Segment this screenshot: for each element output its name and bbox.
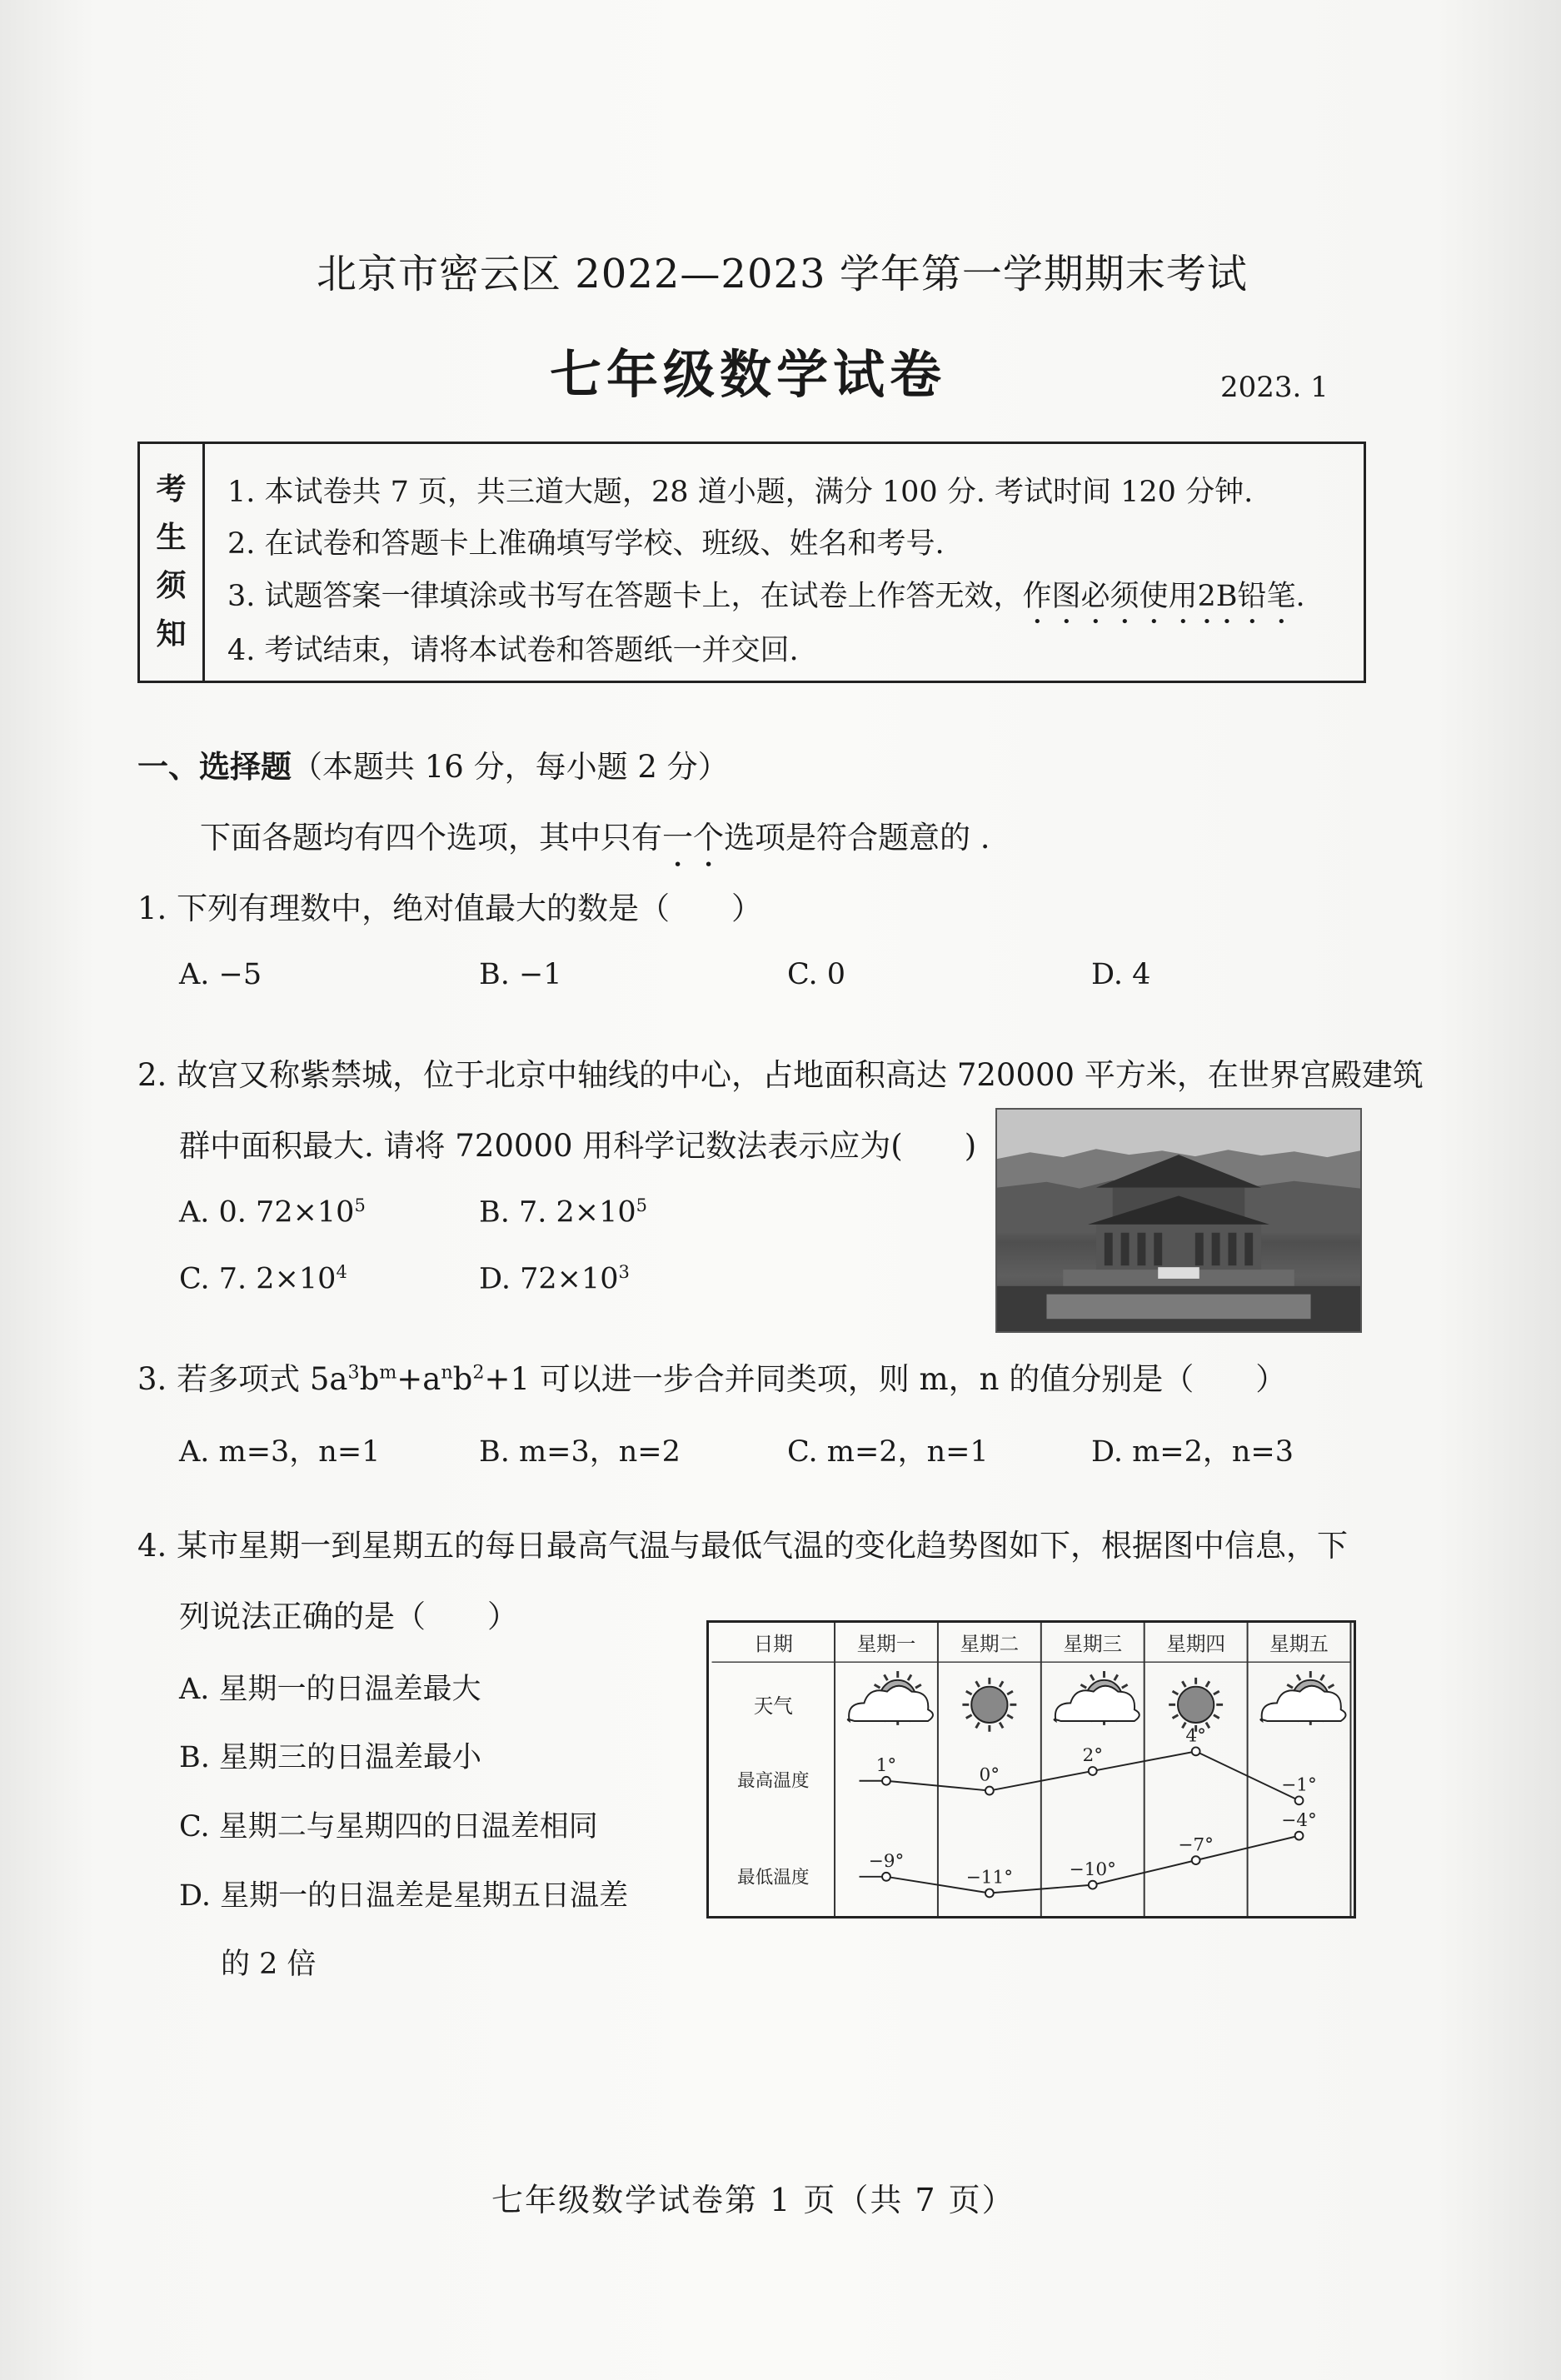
notice-item-3-emphasis: 作图必须使用2B铅笔. <box>1022 580 1305 613</box>
high-temp-label: 1° <box>875 1754 897 1776</box>
notice-item-3 <box>227 573 1305 631</box>
low-temp-point <box>1192 1856 1200 1864</box>
day-label: 星期二 <box>960 1632 1020 1656</box>
question-3-option-d: D. m=2，n=3 <box>1091 1435 1294 1469</box>
partly-cloudy-icon <box>848 1671 933 1725</box>
section-title: 一、选择题 <box>137 749 292 785</box>
high-temp-point <box>882 1777 890 1785</box>
row-label-low: 最低温度 <box>737 1867 810 1889</box>
sun-icon <box>962 1678 1016 1732</box>
stem-exponent: m <box>379 1361 397 1384</box>
low-temp-point <box>882 1873 890 1881</box>
question-4-option-d: D. 星期一的日温差是星期五日温差 <box>179 1879 629 1913</box>
notice-label-char: 生 <box>156 521 187 555</box>
question-4-stem-line2: 列说法正确的是（ ） <box>179 1599 518 1634</box>
notice-label-char: 须 <box>156 569 187 603</box>
question-2-option-c <box>179 1262 347 1296</box>
stem-part: b <box>452 1361 473 1397</box>
row-label-high: 最高温度 <box>737 1770 810 1792</box>
temperature-chart <box>706 1620 1356 1918</box>
question-1-stem: 1. 下列有理数中，绝对值最大的数是（ ） <box>137 891 763 926</box>
question-4-option-a: A. 星期一的日温差最大 <box>179 1673 481 1706</box>
partly-cloudy-icon <box>1260 1671 1345 1725</box>
low-temp-label: −10° <box>1069 1859 1116 1880</box>
high-temp-point <box>1295 1796 1304 1804</box>
notice-item-2: 2. 在试卷和答题卡上准确填写学校、班级、姓名和考号. <box>227 527 945 561</box>
notice-box <box>137 442 1366 683</box>
high-temp-line <box>860 1751 1299 1800</box>
question-2-option-b <box>479 1195 647 1230</box>
question-1-option-b: B. −1 <box>479 958 562 991</box>
stem-part: b <box>359 1361 380 1397</box>
temperature-chart-svg <box>709 1623 1354 1916</box>
high-temp-point <box>1192 1747 1200 1755</box>
row-label-date: 日期 <box>753 1632 793 1656</box>
option-exponent: 4 <box>336 1262 347 1282</box>
stem-part: +a <box>396 1361 441 1397</box>
option-exponent: 3 <box>618 1262 630 1282</box>
notice-item-4: 4. 考试结束，请将本试卷和答题纸一并交回. <box>227 634 799 667</box>
exam-subtitle: 七年级数学试卷 <box>550 344 947 405</box>
notice-item-3-text: 3. 试题答案一律填涂或书写在答题卡上，在试卷上作答无效， <box>227 580 1023 613</box>
question-3-option-a: A. m=3，n=1 <box>179 1435 381 1469</box>
high-temp-label: −1° <box>1281 1774 1317 1796</box>
stem-part: +1 可以进一步合并同类项，则 m，n 的值分别是（ ） <box>484 1361 1287 1397</box>
question-2-option-a <box>179 1195 366 1230</box>
low-temp-point <box>1295 1832 1304 1840</box>
day-label: 星期五 <box>1269 1632 1329 1656</box>
section-note: （本题共 16 分，每小题 2 分） <box>292 749 729 785</box>
notice-item-1: 1. 本试卷共 7 页，共三道大题，28 道小题，满分 100 分. 考试时间 120 分钟. <box>227 476 1254 509</box>
row-label-weather: 天气 <box>753 1694 793 1719</box>
exam-date: 2023. 1 <box>1220 371 1329 404</box>
notice-label-char: 考 <box>156 472 187 506</box>
high-temp-point <box>985 1787 994 1795</box>
notice-label-char: 知 <box>156 617 187 651</box>
low-temp-point <box>1089 1881 1097 1889</box>
day-label: 星期三 <box>1063 1632 1123 1656</box>
option-exponent: 5 <box>636 1195 647 1215</box>
sun-icon <box>1169 1678 1223 1732</box>
palace-image <box>997 1110 1360 1331</box>
question-3-stem <box>137 1354 1286 1399</box>
intro-emphasis: 一个 <box>662 820 724 856</box>
section-intro <box>200 812 990 874</box>
low-temp-label: −7° <box>1178 1834 1214 1856</box>
intro-text: 下面各题均有四个选项，其中只有 <box>200 820 662 856</box>
exam-title: 北京市密云区 2022—2023 学年第一学期期末考试 <box>317 251 1248 297</box>
stem-exponent: 3 <box>347 1361 360 1384</box>
page-footer: 七年级数学试卷第 1 页（共 7 页） <box>491 2182 1015 2218</box>
question-4-stem-line1: 4. 某市星期一到星期五的每日最高气温与最低气温的变化趋势图如下，根据图中信息，下 <box>137 1528 1349 1564</box>
high-temp-point <box>1089 1767 1097 1775</box>
question-4-option-c: C. 星期二与星期四的日温差相同 <box>179 1810 598 1844</box>
low-temp-label: −9° <box>868 1851 905 1873</box>
low-temp-label: −4° <box>1281 1809 1317 1831</box>
question-1-option-a: A. −5 <box>179 958 262 991</box>
question-4-option-b: B. 星期三的日温差最小 <box>179 1741 481 1774</box>
high-temp-label: 2° <box>1082 1745 1104 1767</box>
question-4-option-d-cont: 的 2 倍 <box>221 1948 317 1981</box>
low-temp-point <box>985 1889 994 1898</box>
question-2-option-d <box>479 1262 630 1296</box>
question-3-option-c: C. m=2，n=1 <box>787 1435 989 1469</box>
intro-text-end: 选项是符合题意的 . <box>724 820 990 856</box>
option-exponent: 5 <box>354 1195 366 1215</box>
option-label: B. 7. 2×10 <box>479 1195 636 1230</box>
section-heading <box>137 741 729 786</box>
question-3-option-b: B. m=3，n=2 <box>479 1435 681 1469</box>
option-label: C. 7. 2×10 <box>179 1262 337 1296</box>
low-temp-label: −11° <box>965 1867 1014 1889</box>
day-label: 星期一 <box>856 1632 916 1656</box>
stem-exponent: n <box>441 1361 453 1384</box>
high-temp-label: 0° <box>979 1764 1000 1786</box>
question-2-stem-line2: 群中面积最大. 请将 720000 用科学记数法表示应为( ) <box>179 1128 977 1164</box>
question-2-stem-line1: 2. 故宫又称紫禁城，位于北京中轴线的中心，占地面积高达 720000 平方米，在世界宫殿建筑 <box>137 1057 1424 1093</box>
high-temp-label: 4° <box>1185 1725 1206 1747</box>
notice-label <box>140 444 205 681</box>
stem-exponent: 2 <box>472 1361 485 1384</box>
question-1-option-c: C. 0 <box>787 958 846 991</box>
day-label: 星期四 <box>1166 1632 1226 1656</box>
partly-cloudy-icon <box>1055 1671 1140 1725</box>
question-1-option-d: D. 4 <box>1091 958 1151 991</box>
option-label: A. 0. 72×10 <box>179 1195 355 1230</box>
option-label: D. 72×10 <box>479 1262 619 1296</box>
stem-part: 3. 若多项式 5a <box>137 1361 348 1397</box>
forbidden-city-photo <box>995 1108 1362 1333</box>
